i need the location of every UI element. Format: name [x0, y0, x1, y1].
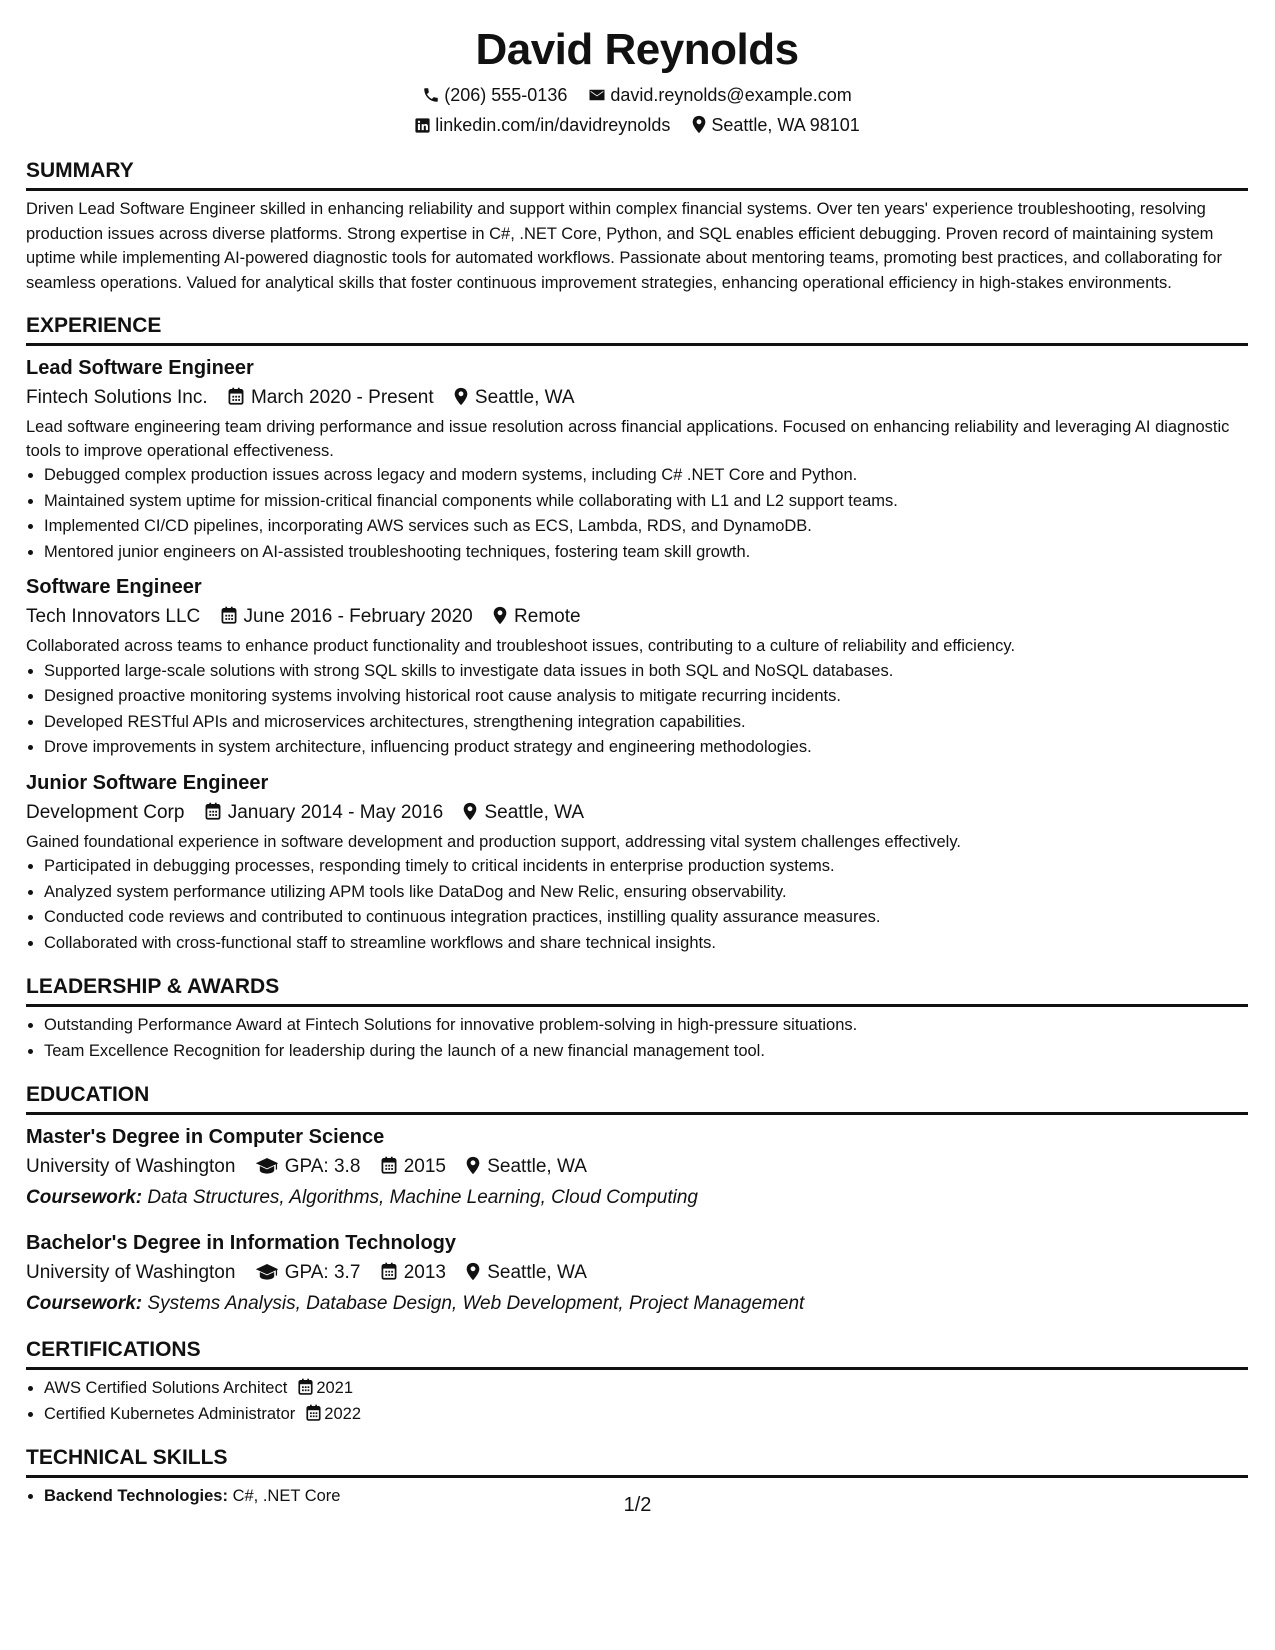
coursework-label: Coursework:: [26, 1293, 143, 1314]
job-title: Junior Software Engineer: [26, 771, 269, 794]
edu-year-text: 2015: [403, 1156, 446, 1177]
job-entry: [26, 354, 1248, 565]
list-item: • Implemented CI/CD pipelines, incorporating AWS services such as ECS, Lambda, RDS, and DynamoDB.: [44, 514, 1248, 540]
job-meta: [26, 601, 1248, 633]
job-bullets: [26, 854, 1248, 956]
email-text: david.reynolds@example.com: [610, 85, 852, 105]
job-dates-text: January 2014 - May 2016: [227, 801, 444, 823]
education-entry: [26, 1229, 1248, 1319]
cert-year: 2021: [316, 1379, 354, 1397]
linkedin-text: linkedin.com/in/davidreynolds: [435, 115, 671, 135]
map-pin-icon: [465, 1156, 481, 1175]
list-item: • Conducted code reviews and contributed to continuous integration practices, instilling quality assurance measures.: [44, 905, 1248, 931]
section-title: EXPERIENCE: [26, 313, 1248, 346]
edu-year-text: 2013: [403, 1262, 446, 1283]
list-item: [44, 1376, 1248, 1402]
map-pin-icon: [453, 387, 469, 406]
contact-info: [26, 80, 1248, 140]
company-name: Fintech Solutions Inc.: [26, 387, 208, 408]
graduation-cap-icon: [255, 1263, 279, 1281]
page-number: 1/2: [623, 1494, 652, 1516]
job-description: Gained foundational experience in software development and production support, addressing vital system challenges effectively.: [26, 832, 961, 851]
calendar-icon: [227, 387, 245, 406]
phone-text: (206) 555-0136: [444, 85, 568, 105]
job-dates: [204, 797, 443, 829]
job-meta: [26, 797, 1248, 829]
school-name: University of Washington: [26, 1262, 236, 1283]
resume-page: [26, 18, 1248, 1510]
degree-title: Bachelor's Degree in Information Technology: [26, 1232, 457, 1254]
certifications-list: [26, 1376, 1248, 1427]
coursework-text: Systems Analysis, Database Design, Web Development, Project Management: [147, 1293, 805, 1314]
list-item: • Outstanding Performance Award at Fintech Solutions for innovative problem-solving in high-pressure situations.: [44, 1013, 1248, 1039]
edu-location: [465, 1151, 587, 1183]
candidate-name: David Reynolds: [475, 25, 799, 74]
job-meta: [26, 382, 1248, 414]
email-item: [588, 80, 851, 110]
section-title: SUMMARY: [26, 158, 1248, 191]
edu-location-text: Seattle, WA: [487, 1262, 587, 1283]
list-item: • Mentored junior engineers on AI-assisted troubleshooting techniques, fostering team skill growth.: [44, 540, 1248, 566]
job-title: Software Engineer: [26, 576, 202, 598]
phone-icon: [422, 86, 440, 104]
job-dates-text: June 2016 - February 2020: [243, 606, 473, 627]
job-title: Lead Software Engineer: [26, 357, 254, 379]
cert-name: AWS Certified Solutions Architect: [44, 1379, 288, 1397]
summary-section: [26, 158, 1248, 295]
list-item: • Maintained system uptime for mission-critical financial components while collaborating with L1 and L2 support teams.: [44, 489, 1248, 515]
degree-title: Master's Degree in Computer Science: [26, 1126, 385, 1148]
list-item: • Analyzed system performance utilizing APM tools like DataDog and New Relic, ensuring observability.: [44, 880, 1248, 906]
section-title: TECHNICAL SKILLS: [26, 1445, 1248, 1478]
calendar-icon: [305, 1404, 322, 1422]
job-location-text: Seattle, WA: [474, 387, 575, 408]
list-item: • Developed RESTful APIs and microservices architectures, strengthening integration capabilities.: [44, 710, 1248, 736]
skill-label: Backend Technologies:: [44, 1487, 228, 1505]
leadership-list: [26, 1013, 1248, 1064]
section-title: EDUCATION: [26, 1082, 1248, 1115]
cert-name: Certified Kubernetes Administrator: [44, 1404, 296, 1423]
gpa: [255, 1257, 361, 1289]
edu-year: [380, 1151, 446, 1183]
coursework-text: Data Structures, Algorithms, Machine Learning, Cloud Computing: [147, 1187, 698, 1208]
gpa-text: GPA: 3.7: [284, 1262, 361, 1283]
job-bullets: [26, 659, 1248, 761]
school-name: University of Washington: [26, 1156, 236, 1177]
education-meta: [26, 1151, 1248, 1183]
certifications-section: [26, 1337, 1248, 1427]
section-title: CERTIFICATIONS: [26, 1337, 1248, 1370]
job-location: [492, 601, 581, 633]
list-item: • Supported large-scale solutions with strong SQL skills to investigate data issues in both SQL and NoSQL databases.: [44, 659, 1248, 685]
company-name: Tech Innovators LLC: [26, 606, 201, 627]
coursework: [26, 1183, 1248, 1213]
job-entry: [26, 769, 1248, 957]
job-location-text: Seattle, WA: [484, 801, 585, 823]
summary-text: Driven Lead Software Engineer skilled in enhancing reliability and support within complex financial systems. Over ten years' experience troubleshooting, resolving production issues across diverse platforms. Strong expertise in C#, .NET Core, Python, and SQL enables efficient debugging. Proven record of maintaining system uptime while implementing AI-powered diagnostic tools for automated workflows. Passionate about mentoring teams, promoting best practices, and collaborating for seamless operations. Valued for analytical skills that foster continuous improvement strategies, enhancing operational efficiency in high-stakes environments.: [26, 200, 1222, 292]
edu-year: [380, 1257, 446, 1289]
experience-section: [26, 313, 1248, 956]
education-entry: [26, 1123, 1248, 1213]
map-pin-icon: [465, 1262, 481, 1281]
graduation-cap-icon: [255, 1157, 279, 1175]
calendar-icon: [380, 1156, 398, 1175]
location-text: Seattle, WA 98101: [711, 115, 860, 135]
linkedin-item: [414, 110, 670, 140]
job-dates: [227, 382, 434, 414]
job-dates-text: March 2020 - Present: [250, 387, 434, 408]
gpa: [255, 1151, 361, 1183]
leadership-section: [26, 974, 1248, 1064]
list-item: • Team Excellence Recognition for leadership during the launch of a new financial management tool.: [44, 1039, 1248, 1065]
location-item: [691, 110, 859, 140]
edu-location-text: Seattle, WA: [487, 1156, 587, 1177]
calendar-icon: [297, 1378, 314, 1396]
education-section: [26, 1082, 1248, 1319]
phone-item: [422, 80, 567, 110]
edu-location: [465, 1257, 587, 1289]
linkedin-icon: [414, 117, 431, 134]
calendar-icon: [204, 802, 222, 821]
company-name: Development Corp: [26, 801, 185, 823]
map-pin-icon: [691, 115, 707, 134]
map-pin-icon: [492, 606, 508, 625]
gpa-text: GPA: 3.8: [284, 1156, 361, 1177]
map-pin-icon: [462, 802, 478, 821]
education-meta: [26, 1257, 1248, 1289]
coursework-label: Coursework:: [26, 1187, 143, 1208]
job-description: Collaborated across teams to enhance product functionality and troubleshoot issues, contributing to a culture of reliability and efficiency.: [26, 637, 1016, 655]
list-item: • Debugged complex production issues across legacy and modern systems, including C# .NET Core and Python.: [44, 463, 1248, 489]
job-bullets: [26, 463, 1248, 565]
cert-year: 2022: [324, 1404, 362, 1423]
job-location: [462, 797, 584, 829]
calendar-icon: [220, 606, 238, 625]
job-dates: [220, 601, 473, 633]
calendar-icon: [380, 1262, 398, 1281]
section-title: LEADERSHIP & AWARDS: [26, 974, 1248, 1007]
list-item: [44, 1402, 1248, 1428]
envelope-icon: [588, 86, 606, 104]
job-entry: [26, 573, 1248, 761]
job-location-text: Remote: [514, 606, 581, 627]
list-item: • Collaborated with cross-functional staff to streamline workflows and share technical insights.: [44, 931, 1248, 957]
job-description: Lead software engineering team driving performance and issue resolution across financial applications. Focused on enhancing reliability and leveraging AI diagnostic tools to improve operational effectiveness.: [26, 418, 1230, 460]
coursework: [26, 1289, 1248, 1319]
list-item: • Drove improvements in system architecture, influencing product strategy and engineering methodologies.: [44, 735, 1248, 761]
list-item: • Participated in debugging processes, responding timely to critical incidents in enterprise production systems.: [44, 854, 1248, 880]
job-location: [453, 382, 575, 414]
list-item: • Designed proactive monitoring systems involving historical root cause analysis to mitigate recurring incidents.: [44, 684, 1248, 710]
skill-value: C#, .NET Core: [232, 1487, 341, 1505]
